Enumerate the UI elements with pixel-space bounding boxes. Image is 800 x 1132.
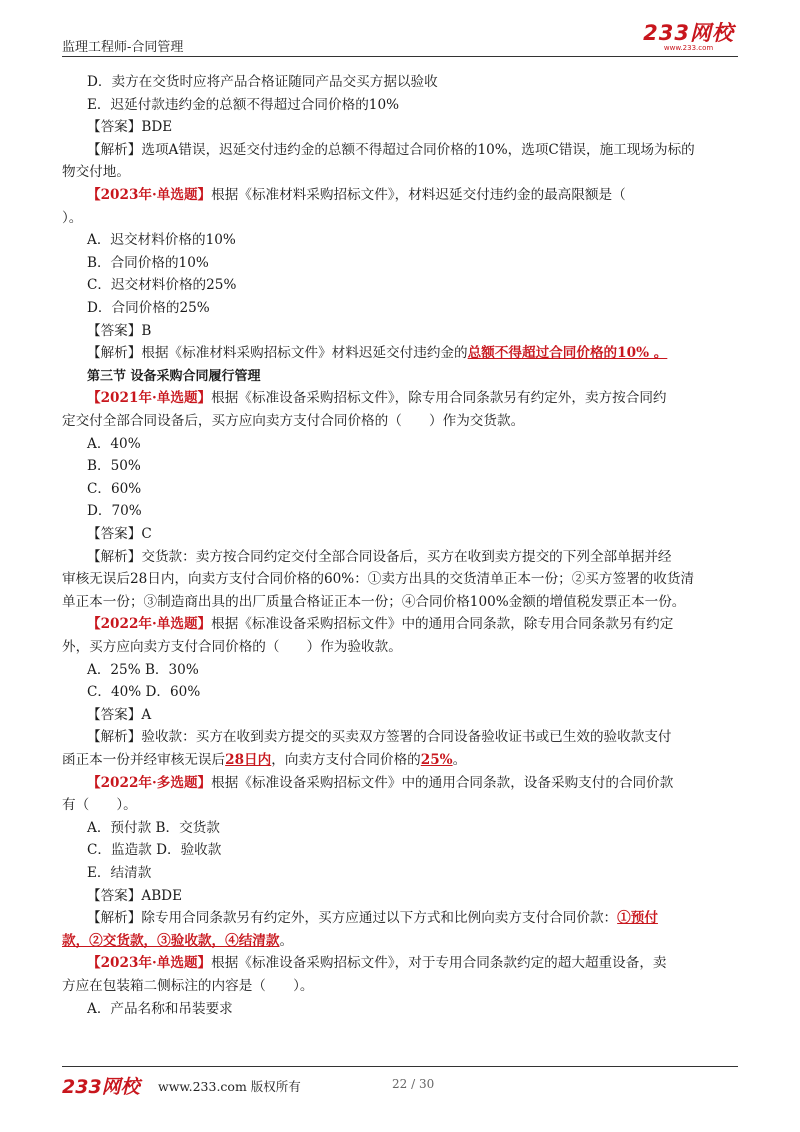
text-line	[62, 162, 130, 182]
line-text: C．40% D．60%	[87, 684, 201, 701]
footer-logo: 233网校	[62, 1076, 140, 1098]
text-line	[62, 705, 151, 725]
text-line	[62, 931, 293, 951]
text-line	[62, 614, 673, 634]
text-line	[62, 479, 141, 499]
text-line	[62, 524, 152, 544]
line-text: 外，买方应向卖方支付合同价格的（ ）作为验收款。	[62, 639, 402, 655]
page-footer	[62, 1072, 738, 1098]
line-text: D．合同价格的25%	[87, 300, 210, 316]
line-text: 【答案】B	[87, 322, 152, 339]
line-text: A．迟交材料价格的10%	[87, 232, 236, 249]
text-line	[62, 750, 466, 770]
footer-copyright: www.233.com 版权所有	[158, 1079, 301, 1094]
question-tag: 【2022年·单选题】	[87, 616, 212, 633]
line-text: 。	[452, 752, 467, 768]
line-text: 单正本一份；③制造商出具的出厂质量合格证正本一份；④合同价格100%金额的增值税发票正本一份。	[62, 593, 686, 610]
text-line	[62, 253, 209, 273]
line-text: 【解析】验收款：买方在收到卖方提交的买卖双方签署的合同设备验收证书或已生效的验收款支付	[87, 729, 672, 746]
text-line	[62, 569, 694, 589]
logo-text: 233网校	[643, 21, 734, 45]
header-rule	[62, 56, 738, 57]
text-line	[62, 95, 399, 115]
text-line	[62, 953, 667, 973]
text-line	[62, 863, 151, 883]
line-text: A．预付款 B．交货款	[87, 819, 220, 836]
text-line	[62, 592, 685, 612]
line-text: 【答案】C	[87, 526, 152, 542]
line-text: D．卖方在交货时应将产品合格证随同产品交买方据以验收	[87, 74, 438, 90]
line-text: 【解析】交货款：卖方按合同约定交付全部合同设备后，买方在收到卖方提交的下列全部单据并经	[87, 548, 672, 565]
text-line	[62, 682, 200, 702]
highlighted-text: ①预付	[617, 910, 658, 927]
line-text: 根据《标准设备采购招标文件》中的通用合同条款，设备采购支付的合同价款	[211, 774, 674, 791]
question-tag: 【2021年·单选题】	[87, 390, 212, 407]
text-line	[62, 275, 236, 295]
text-line	[62, 117, 172, 137]
line-text: D．70%	[87, 503, 142, 520]
text-line	[62, 660, 199, 680]
text-line	[62, 840, 221, 860]
text-line	[62, 230, 236, 250]
text-line	[62, 411, 524, 431]
text-line	[62, 501, 142, 521]
line-text: 【解析】根据《标准材料采购招标文件》材料迟延交付违约金的	[87, 345, 468, 362]
line-text: C．监造款 D．验收款	[87, 842, 222, 859]
text-line	[62, 298, 210, 318]
text-line	[62, 366, 261, 387]
line-text: ，向卖方支付合同价格的	[271, 752, 421, 768]
text-line	[62, 886, 182, 906]
text-line	[62, 547, 672, 567]
highlighted-text: 28日内	[225, 752, 272, 768]
text-line	[62, 456, 141, 476]
line-text: 。	[279, 932, 294, 949]
highlighted-text: 总额不得超过合同价格的10% 。	[467, 345, 668, 362]
section-heading: 第三节 设备采购合同履行管理	[87, 368, 261, 384]
text-line	[62, 434, 141, 454]
logo-url: www.233.com	[663, 44, 714, 52]
text-line	[62, 999, 233, 1019]
line-text: 【答案】ABDE	[87, 887, 183, 904]
text-line	[62, 637, 402, 657]
line-text: ）。	[62, 209, 83, 226]
text-line	[62, 72, 438, 92]
text-line	[62, 388, 667, 408]
page-number: 22 / 30	[392, 1077, 435, 1091]
line-text: E．结清款	[87, 865, 152, 881]
header-title: 监理工程师-合同管理	[62, 40, 184, 55]
line-text: 有（ ）。	[62, 797, 137, 814]
text-line	[62, 818, 220, 838]
line-text: 【解析】选项A错误，迟延交付违约金的总额不得超过合同价格的10%，选项C错误，施工现场为标的	[87, 141, 695, 158]
page-header	[62, 21, 738, 55]
text-line	[62, 773, 673, 793]
line-text: 根据《标准材料采购招标文件》，材料迟延交付违约金的最高限额是（	[211, 187, 626, 203]
line-text: B．50%	[87, 458, 141, 475]
line-text: A．40%	[87, 435, 141, 452]
text-line	[62, 727, 672, 747]
line-text: 根据《标准设备采购招标文件》中的通用合同条款，除专用合同条款另有约定	[211, 616, 674, 633]
line-text: 审核无误后28日内，向卖方支付合同价格的60%：①卖方出具的交货清单正本一份；②买方签署的收货清	[62, 571, 695, 588]
footer-rule	[62, 1066, 738, 1067]
text-line	[62, 185, 626, 205]
text-line	[62, 795, 137, 815]
question-tag: 【2023年·单选题】	[87, 187, 212, 203]
line-text: A．产品名称和吊装要求	[87, 1000, 233, 1017]
question-tag: 【2023年·单选题】	[87, 955, 212, 972]
line-text: 定交付全部合同设备后，买方应向卖方支付合同价格的（ ）作为交货款。	[62, 413, 525, 429]
line-text: 物交付地。	[62, 164, 130, 181]
text-line	[62, 208, 82, 228]
line-text: C．60%	[87, 480, 142, 497]
line-text: 【答案】A	[87, 706, 152, 723]
line-text: 【答案】BDE	[87, 119, 173, 136]
brand-logo	[643, 22, 734, 52]
text-line	[62, 908, 658, 928]
text-line	[62, 140, 695, 160]
line-text: 【解析】除专用合同条款另有约定外，买方应通过以下方式和比例向卖方支付合同价款：	[87, 910, 618, 927]
highlighted-text: 款，②交货款，③验收款，④结清款	[62, 932, 280, 949]
line-text: 函正本一份并经审核无误后	[62, 752, 226, 768]
highlighted-text: 25%	[420, 752, 453, 768]
line-text: A．25% B．30%	[87, 661, 199, 678]
line-text: B．合同价格的10%	[87, 254, 209, 271]
text-line	[62, 321, 151, 341]
line-text: E．迟延付款违约金的总额不得超过合同价格的10%	[87, 96, 400, 113]
line-text: 方应在包装箱二侧标注的内容是（ ）。	[62, 978, 314, 994]
text-line	[62, 343, 667, 363]
question-tag: 【2022年·多选题】	[87, 774, 212, 791]
line-text: C．迟交材料价格的25%	[87, 277, 237, 294]
line-text: 根据《标准设备采购招标文件》，对于专用合同条款约定的超大超重设备，卖	[211, 955, 667, 972]
text-line	[62, 976, 313, 996]
line-text: 根据《标准设备采购招标文件》，除专用合同条款另有约定外，卖方按合同约	[211, 390, 667, 407]
